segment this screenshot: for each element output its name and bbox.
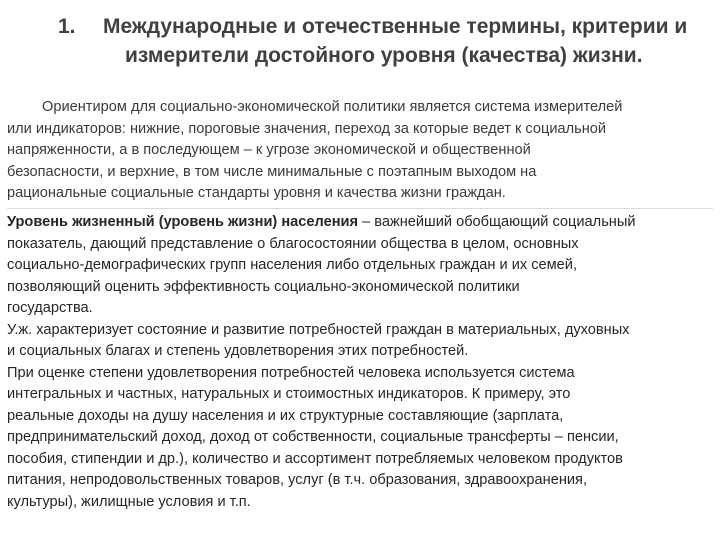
intro-line: безопасности, и верхние, в том числе минимальные с поэтапным выходом на [7,163,537,180]
definition-line: культуры), жилищные условия и т.п. [7,493,251,510]
intro-line: или индикаторов: нижние, пороговые значения, переход за которые ведет к социальной [7,120,607,137]
intro-paragraph [7,97,712,205]
intro-line: напряженности, а в последующем – к угрозе экономической и общественной [7,142,531,158]
definition-lead: – важнейший обобщающий социальный [358,214,636,230]
definition-block [7,212,717,513]
definition-line: При оценке степени удовлетворения потребностей человека используется система [7,364,575,381]
title-text [103,12,703,70]
intro-line: Ориентиром для социально-экономической политики является система измерителей [42,99,623,115]
definition-first-line [7,212,717,234]
defined-term: Уровень жизненный (уровень жизни) населения [7,214,358,230]
intro-line: рациональные социальные стандарты уровня и качества жизни граждан. [7,185,506,201]
definition-line: позволяющий оценить эффективность социально-экономической политики [7,278,520,295]
definition-line: предпринимательский доход, доход от собственности, социальные трансферты – пенсии, [7,429,619,445]
definition-line: государства. [7,300,93,316]
title-number: 1. [58,15,76,38]
definition-line: показатель, дающий представление о благосостоянии общества в целом, основных [7,235,579,252]
definition-line: питания, непродовольственных товаров, услуг (в т.ч. образования, здравоохранения, [7,472,588,488]
definition-line: интегральных и частных, натуральных и стоимостных индикаторов. К примеру, это [7,386,571,402]
definition-line: и социальных благах и степень удовлетворения этих потребностей. [7,343,469,359]
definition-line: У.ж. характеризует состояние и развитие потребностей граждан в материальных, духовных [7,321,630,338]
definition-line: реальные доходы на душу населения и их структурные составляющие (зарплата, [7,407,564,424]
title-line-2: измерители достойного уровня (качества) жизни. [125,44,643,67]
section-divider [7,208,713,209]
definition-line: пособия, стипендии и др.), количество и ассортимент потребляемых человеком продуктов [7,450,623,467]
title-line-1: Международные и отечественные термины, критерии и [103,15,688,38]
definition-line: социально-демографических групп населения либо отдельных граждан и их семей, [7,257,577,273]
